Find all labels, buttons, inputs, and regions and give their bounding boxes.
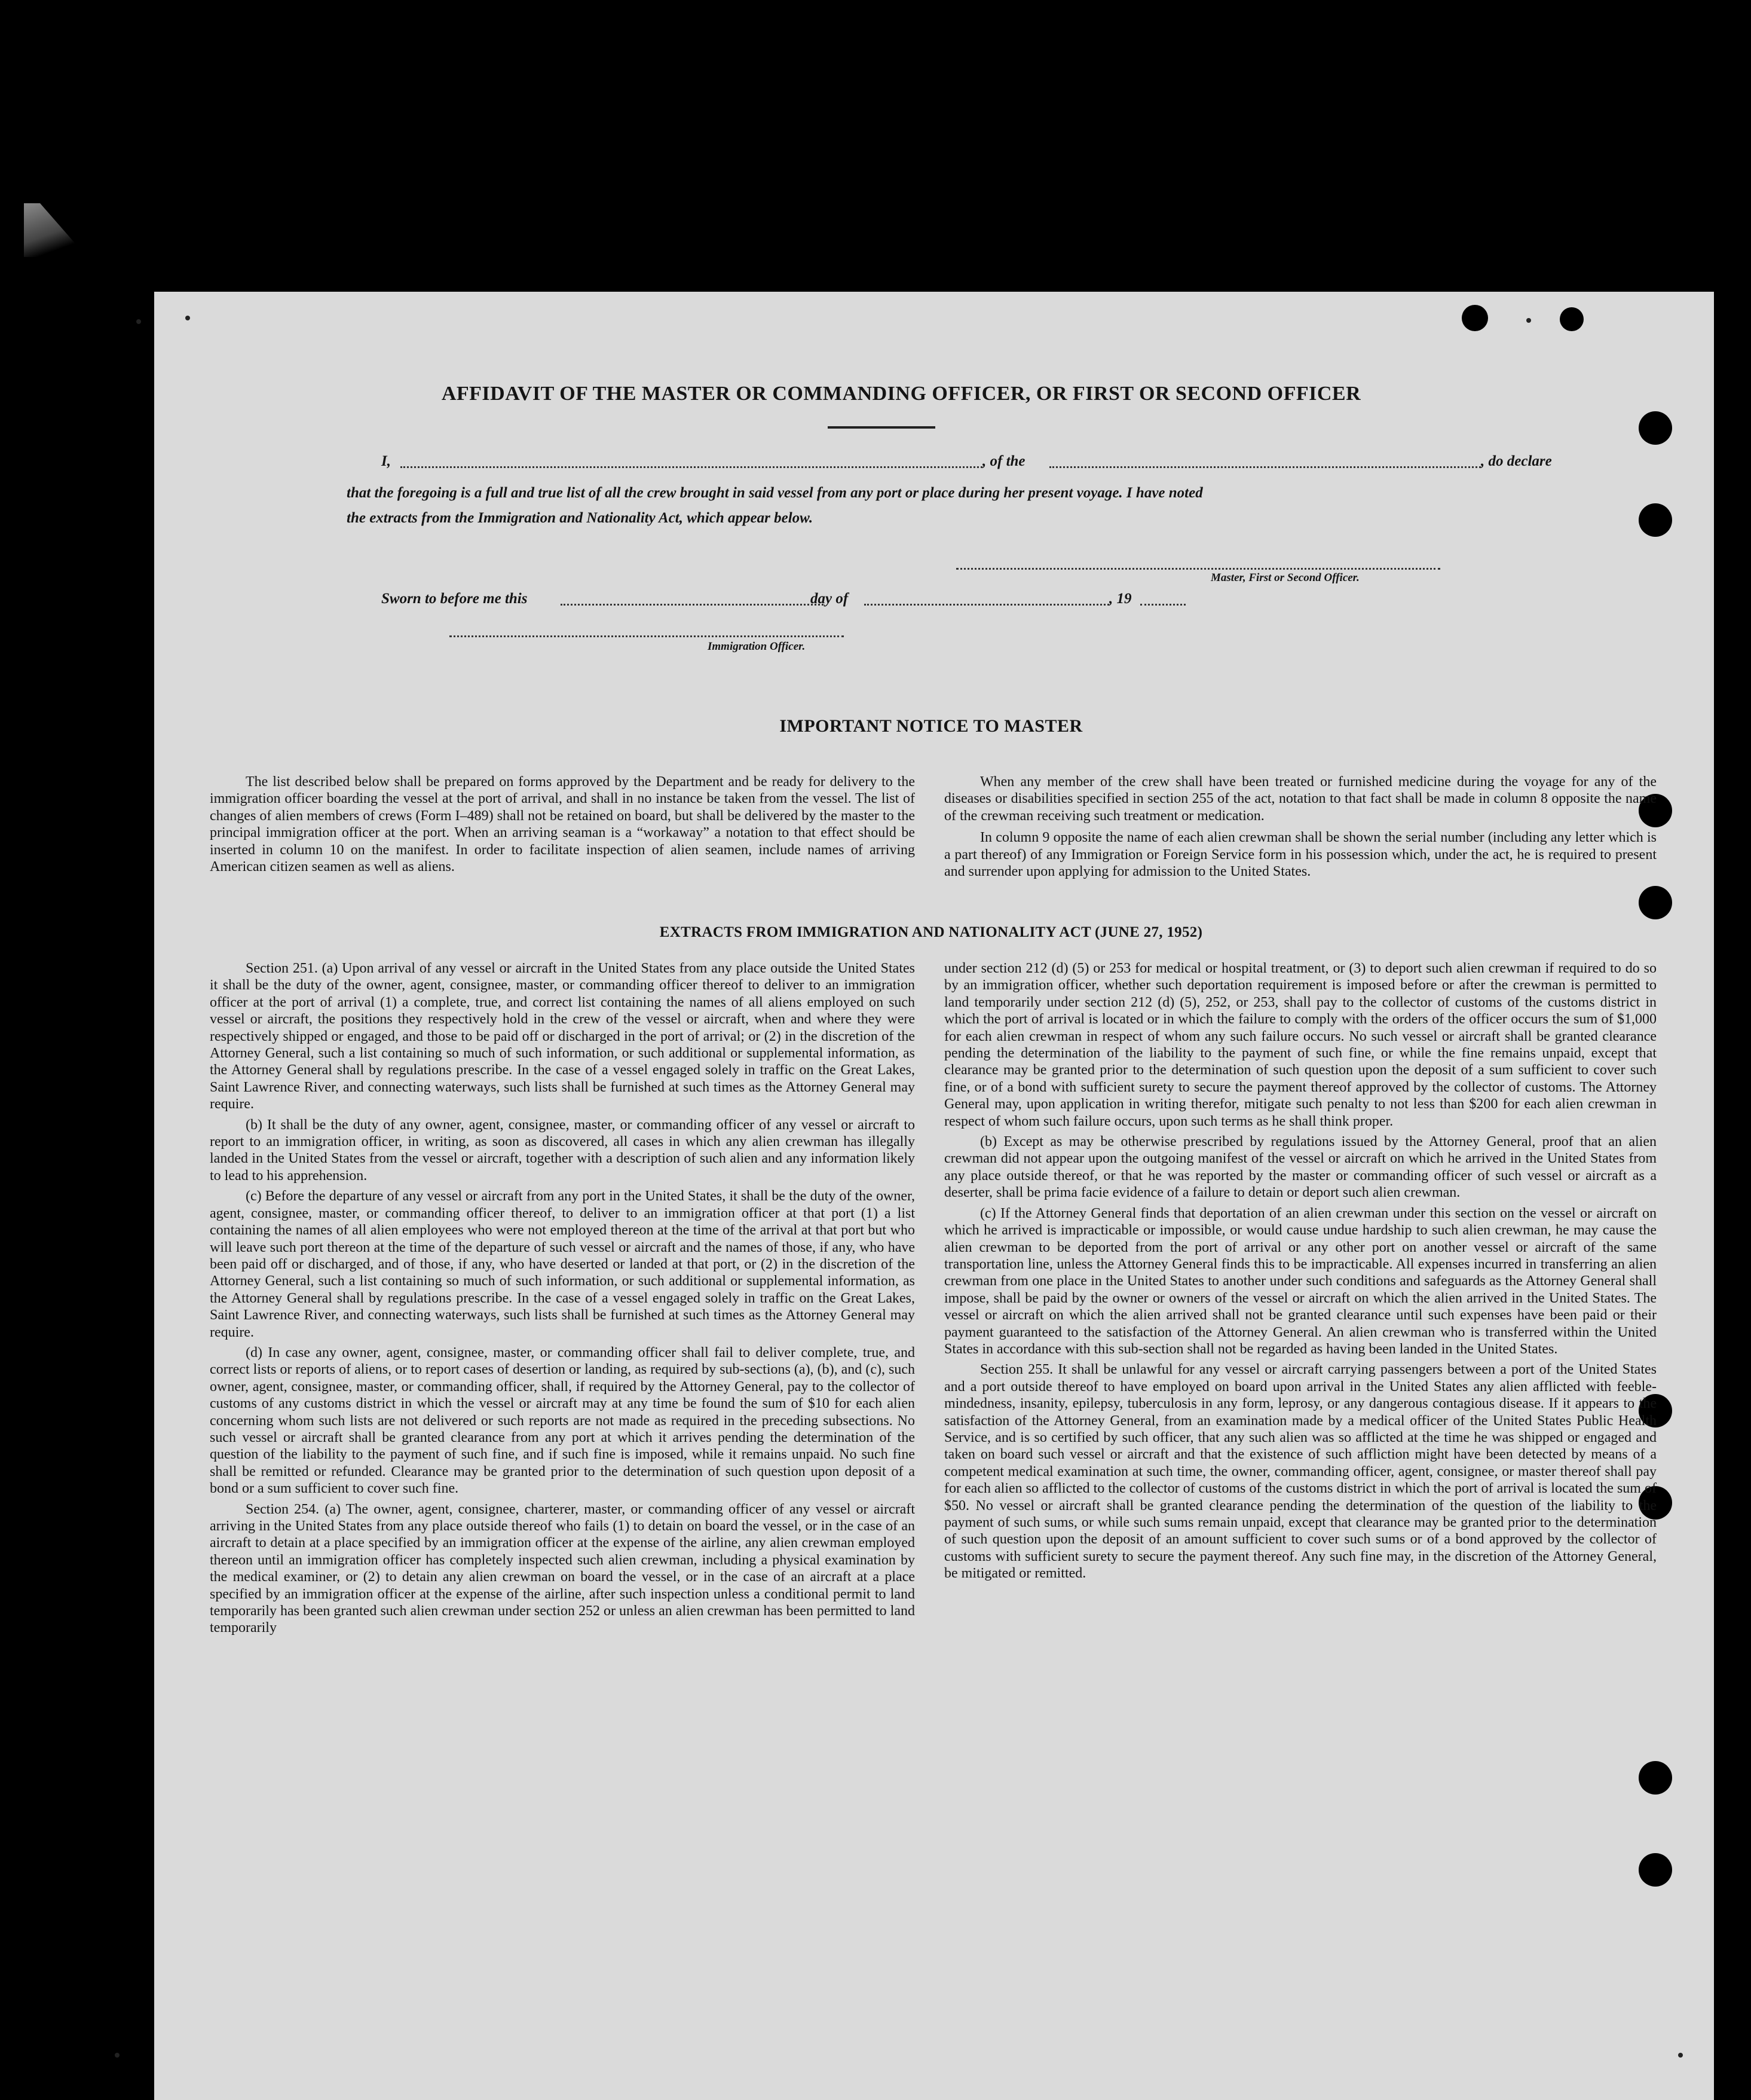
affidavit-title: AFFIDAVIT OF THE MASTER OR COMMANDING OFFICER, OR FIRST OR SECOND OFFICER xyxy=(441,383,1361,405)
declarant-name-field[interactable] xyxy=(400,466,982,468)
statute-paragraph: (c) If the Attorney General finds that deportation of an alien crewman under this section on the vessel or aircraft on which he arrived is impracticable or impossible, or would cause undue hardship to such alien crewman, he may cause the alien crewman to be deported from the port of arrival or any other port on another vessel or aircraft of the same transportation line, unless the Attorney General finds this to be impracticable. All expenses incurred in transferring an alien crewman from one place in the United States to another under such conditions and safeguards as the Attorney General shall impose, shall be paid by the owner or owners of the vessel or aircraft on which the alien arrived in the United States. The vessel or aircraft on which the alien arrived shall not be granted clearance until such expenses have been paid or their payment guaranteed to the satisfaction of the Attorney General. An alien crewman who is transferred within the United States in accordance with this sub-section shall not be regarded as having been landed in the United States. xyxy=(944,1205,1657,1357)
punch-hole xyxy=(1560,307,1584,331)
punch-hole xyxy=(1639,886,1672,919)
statute-paragraph: (d) In case any owner, agent, consignee, master, or commanding officer shall fail to deliver complete, true, and correct lists or reports of aliens, or to report cases of desertion or landing, as required by sub-sections (a), (b), and (c), such owner, agent, consignee, master, or commanding officer, shall, if required by the Attorney General, pay to the collector of customs of any customs district in which the vessel or aircraft may at any time be found the sum of $10 for each alien concerning whom such lists are not delivered or such reports are not made as required in the preceding subsections. No such vessel or aircraft shall be granted clearance from any port at which it arrives pending the determination of the question of the liability to the payment of such fine, and if such fine is imposed, while it remains unpaid. No such fine shall be remitted or refunded. Clearance may be granted prior to the determination of such question upon deposit of a bond or a sum sufficient to cover such fine. xyxy=(210,1344,915,1497)
notice-paragraph: The list described below shall be prepared on forms approved by the Department and be ready for delivery to the immigration officer boarding the vessel at the port of arrival, and shall in no instance be taken from the vessel. The list of changes of alien members of crews (Form I–489) shall not be retained on board, but shall be delivered by the master to the principal immigration officer at the port. When an arriving seaman is a “workaway” a notation to that effect should be inserted in column 10 on the manifest. In order to facilitate inspection of alien seamen, include names of arriving American citizen seamen as well as aliens. xyxy=(210,774,915,875)
speck xyxy=(1678,2053,1683,2058)
extracts-title: EXTRACTS FROM IMMIGRATION AND NATIONALITY ACT (JUNE 27, 1952) xyxy=(659,924,1203,940)
master-signature-caption: Master, First or Second Officer. xyxy=(1211,571,1360,584)
declarant-prefix: I, xyxy=(381,453,391,469)
extracts-left-column xyxy=(210,960,915,1637)
punch-hole xyxy=(1639,1853,1672,1887)
declaration-line-3: the extracts from the Immigration and Nationality Act, which appear below. xyxy=(347,510,813,526)
year-label: , 19 xyxy=(1109,591,1132,607)
immigration-officer-caption: Immigration Officer. xyxy=(708,640,806,653)
page-corner-scrap xyxy=(24,203,78,257)
form-page xyxy=(154,292,1714,2100)
speck xyxy=(136,319,141,324)
statute-paragraph: (b) It shall be the duty of any owner, agent, consignee, master, or commanding officer of any vessel or aircraft to report to an immigration officer, in writing, as soon as discovered, all cases in which any alien crewman has illegally landed in the United States from the vessel or aircraft, together with a description of such alien and any information likely to lead to his apprehension. xyxy=(210,1117,915,1184)
statute-paragraph: (b) Except as may be otherwise prescribed by regulations issued by the Attorney General, proof that an alien crewman did not appear upon the outgoing manifest of the vessel or aircraft on which he arrived in the United States from any place outside thereof, or that he was reported by the master or commanding officer of such vessel or aircraft as a deserter, shall be prima facie evidence of a failure to detain or deport such alien crewman. xyxy=(944,1134,1657,1201)
extracts-right-column xyxy=(944,960,1657,1582)
statute-paragraph: (c) Before the departure of any vessel or aircraft from any port in the United States, it shall be the duty of the owner, agent, consignee, master, or commanding officer thereof, to deliver to an immigration officer at that port (1) a list containing the names of all alien employees who were not employed thereon at the time of the arrival at that port but who will leave such port thereon at the time of the departure of such vessel or aircraft and the names of those, if any, who have been paid off or discharged, and of those, if any, who have deserted or landed at that port, or (2) in the discretion of the Attorney General, such a list containing so much of such information, or such additional or supplemental information, as the Attorney General shall by regulations prescribe. In the case of a vessel engaged solely in traffic on the Great Lakes, Saint Lawrence River, and connecting waterways, such lists shall be furnished at such times as the Attorney General may require. xyxy=(210,1188,915,1340)
sworn-year-field[interactable] xyxy=(1140,604,1186,606)
punch-hole xyxy=(1462,305,1488,331)
statute-paragraph: under section 212 (d) (5) or 253 for medical or hospital treatment, or (3) to deport such alien crewman if required to do so by an immigration officer, whether such deportation requirement is imposed before or after the crewman is permitted to land temporarily under section 212 (d) (5), 252, or 253, shall pay to the collector of customs of the customs district in which the port of arrival is located or in which the failure to comply with the orders of the officer occurs the sum of $1,000 for each alien crewman in respect of whom any such failure occurs. No such vessel or aircraft shall be granted clearance pending the determination of the liability to the payment of such fine, or while the fine remains unpaid, except that clearance may be granted prior to the determination of such question upon the deposit of a sum sufficient to cover such fine, or of a bond with sufficient surety to secure the payment thereof approved by the collector of customs. The Attorney General may, upon application in writing therefor, mitigate such penalty to not less than $200 for each alien crewman in respect of whom such failure occurs, upon such terms as he shall think proper. xyxy=(944,961,1657,1129)
notice-right-column xyxy=(944,774,1657,880)
speck xyxy=(185,316,190,320)
sworn-day-field[interactable] xyxy=(561,604,824,606)
punch-hole xyxy=(1639,1761,1672,1795)
punch-hole xyxy=(1639,411,1672,445)
declaration-line-2: that the foregoing is a full and true list of all the crew brought in said vessel from any port or place during her present voyage. I have noted xyxy=(347,485,1203,501)
statute-paragraph: Section 255. It shall be unlawful for any vessel or aircraft carrying passengers between a port of the United States and a port outside thereof to have employed on board upon arrival in the United States any alien afflicted with feeble-mindedness, insanity, epilepsy, tuberculosis in any form, leprosy, or any dangerous contagious disease. If it appears to the satisfaction of the Attorney General, from an examination made by a medical officer of the United States Public Health Service, and is so certified by such officer, that any such alien was so afflicted at the time he was shipped or engaged and taken on board such vessel or aircraft and that the existence of such affliction might have been detected by means of a competent medical examination at such time, the owner, commanding officer, agent, consignee, or master thereof shall pay for each alien so afflicted to the collector of customs of the customs district in which the port of arrival is located the sum of $50. No vessel or aircraft shall be granted clearance pending the determination of the question of the liability to the payment of such sums, or while such sums remain unpaid, except that clearance may be granted prior to the determination of such question upon the deposit of an amount sufficient to cover such sums or of a bond approved by the collector of customs with sufficient surety to secure the payment thereof. Any such fine may, in the discretion of the Attorney General, be mitigated or remitted. xyxy=(944,1362,1657,1582)
notice-paragraph: In column 9 opposite the name of each alien crewman shall be shown the serial number (including any letter which is a part thereof) of any Immigration or Foreign Service form in his possession which, under the act, he is required to present and surrender upon applying for admission to the United States. xyxy=(944,830,1657,880)
do-declare-label: , do declare xyxy=(1481,453,1552,469)
speck xyxy=(1526,318,1531,323)
sworn-label: Sworn to before me this xyxy=(381,591,528,607)
vessel-name-field[interactable] xyxy=(1049,466,1481,468)
punch-hole xyxy=(1639,503,1672,537)
master-signature-field[interactable] xyxy=(956,568,1440,570)
notice-left-column xyxy=(210,774,915,875)
statute-paragraph: Section 254. (a) The owner, agent, consignee, charterer, master, or commanding officer of any vessel or aircraft arriving in the United States from any place outside thereof who fails (1) to detain on board the vessel, or in the case of an aircraft to detain at a place specified by an immigration officer at the expense of the airline, any alien crewman employed thereon until an immigration officer has completely inspected such alien crewman, including a physical examination by the medical examiner, or (2) to detain any alien crewman on board the vessel, or in the case of an aircraft at a place specified by an immigration officer at the expense of the airline, after such inspection unless a conditional permit to land temporarily has been granted such alien crewman under section 252 or unless an alien crewman has been permitted to land temporarily xyxy=(210,1501,915,1636)
statute-paragraph: Section 251. (a) Upon arrival of any vessel or aircraft in the United States from any place outside the United States it shall be the duty of the owner, agent, consignee, master, or commanding officer thereof to deliver to an immigration officer at the port of arrival (1) a complete, true, and correct list containing the names of all aliens employed on such vessel or aircraft, the positions they respectively hold in the crew of the vessel or aircraft, when and where they were respectively shipped or engaged, and those to be paid off or discharged in the port of arrival; or (2) in the discretion of the Attorney General, such a list containing so much of such information, or such additional or supplemental information, as the Attorney General shall by regulations prescribe. In the case of a vessel engaged solely in traffic on the Great Lakes, Saint Lawrence River, and connecting waterways, such lists shall be furnished at such times as the Attorney General may require. xyxy=(210,961,915,1112)
immigration-officer-signature-field[interactable] xyxy=(449,635,844,637)
day-of-label: day of xyxy=(810,591,849,607)
of-the-label: , of the xyxy=(982,453,1026,469)
important-notice-title: IMPORTANT NOTICE TO MASTER xyxy=(779,716,1083,736)
notice-paragraph: When any member of the crew shall have been treated or furnished medicine during the voyage for any of the diseases or disabilities specified in section 255 of the act, notation to that fact shall be made in column 8 opposite the name of the crewman receiving such treatment or medication. xyxy=(944,774,1657,824)
title-divider xyxy=(828,426,935,429)
speck xyxy=(115,2053,120,2058)
sworn-month-field[interactable] xyxy=(864,604,1109,606)
